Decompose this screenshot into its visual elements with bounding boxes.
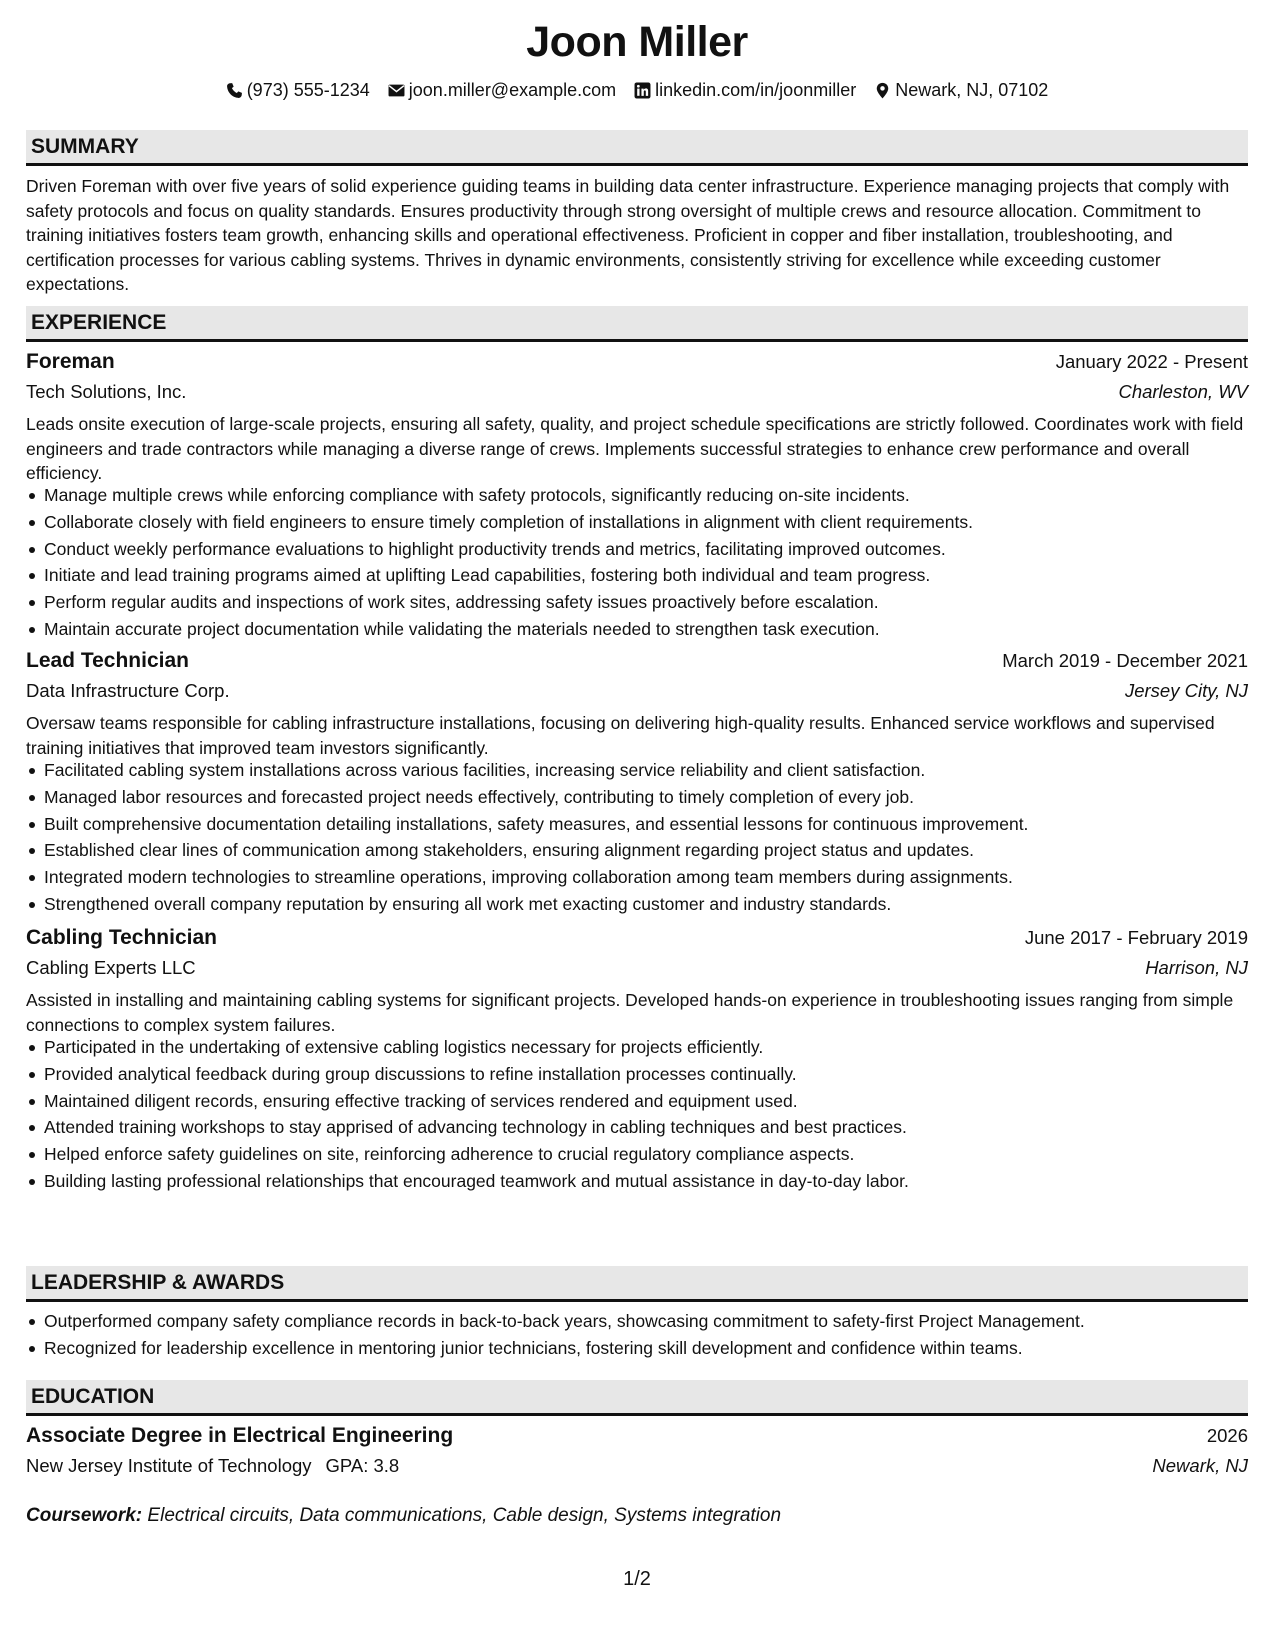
contact-phone xyxy=(226,80,370,101)
degree-title: Associate Degree in Electrical Engineering xyxy=(26,1424,454,1447)
linkedin-link[interactable]: linkedin.com/in/joonmiller xyxy=(655,80,857,100)
school-name: New Jersey Institute of Technology xyxy=(26,1455,312,1476)
envelope-icon xyxy=(388,82,405,99)
linkedin-icon xyxy=(634,82,651,99)
list-item: Managed labor resources and forecasted project needs effectively, contributing to timely completion of every job. xyxy=(26,784,1248,811)
job-location: Harrison, NJ xyxy=(1145,957,1248,978)
job-description: Leads onsite execution of large-scale projects, ensuring all safety, quality, and project schedule specifications are strictly followed. Coordinates work with field engineers and trade contractors while managing a diverse range of crews. Implements successful strategies to enhance crew performance and overall efficiency. xyxy=(26,414,1244,484)
list-item: Helped enforce safety guidelines on site, reinforcing adherence to crucial regulatory compliance aspects. xyxy=(26,1141,1248,1168)
job-location: Charleston, WV xyxy=(1118,381,1248,402)
school-location: Newark, NJ xyxy=(1152,1455,1248,1476)
list-item: Established clear lines of communication among stakeholders, ensuring alignment regarding project status and updates. xyxy=(26,837,1248,864)
coursework-label: Coursework: xyxy=(26,1505,143,1526)
map-pin-icon xyxy=(874,82,891,99)
education-header xyxy=(26,1422,1248,1450)
list-item: Collaborate closely with field engineers to ensure timely completion of installations in alignment with client requirements. xyxy=(26,509,1248,536)
list-item: Initiate and lead training programs aimed at uplifting Lead capabilities, fostering both individual and team progress. xyxy=(26,562,1248,589)
job-title: Lead Technician xyxy=(26,649,189,672)
job-title: Cabling Technician xyxy=(26,926,217,949)
list-item: Building lasting professional relationships that encouraged teamwork and mutual assistance in day-to-day labor. xyxy=(26,1168,1248,1195)
job-dates: June 2017 - February 2019 xyxy=(1024,927,1248,948)
contact-email[interactable] xyxy=(388,80,616,101)
section-header-experience: EXPERIENCE xyxy=(26,306,1248,342)
job-location: Jersey City, NJ xyxy=(1124,680,1248,701)
list-item: Maintain accurate project documentation while validating the materials needed to strengthen task execution. xyxy=(26,616,1248,643)
job-description: Oversaw teams responsible for cabling infrastructure installations, focusing on delivering high-quality results. Enhanced service workflows and supervised training initiatives that improved team investors significantly. xyxy=(26,713,1215,758)
job-title: Foreman xyxy=(26,350,115,373)
list-item: Integrated modern technologies to streamline operations, improving collaboration among team members during assignments. xyxy=(26,864,1248,891)
job-org xyxy=(26,678,1248,704)
job-dates: March 2019 - December 2021 xyxy=(1002,650,1248,671)
list-item: Built comprehensive documentation detailing installations, safety measures, and essential lessons for continuous improvement. xyxy=(26,811,1248,838)
location-text: Newark, NJ, 07102 xyxy=(895,80,1049,100)
list-item: Recognized for leadership excellence in mentoring junior technicians, fostering skill development and confidence within teams. xyxy=(26,1335,1248,1362)
section-header-summary: SUMMARY xyxy=(26,130,1248,166)
school-line xyxy=(26,1455,399,1477)
page-number: 1/2 xyxy=(623,1568,651,1590)
list-item: Attended training workshops to stay apprised of advancing technology in cabling techniques and best practices. xyxy=(26,1114,1248,1141)
email-link[interactable]: joon.miller@example.com xyxy=(408,80,617,100)
list-item: Maintained diligent records, ensuring effective tracking of services rendered and equipment used. xyxy=(26,1088,1248,1115)
job-company: Data Infrastructure Corp. xyxy=(26,680,230,701)
phone-text: (973) 555-1234 xyxy=(246,80,370,100)
section-header-education: EDUCATION xyxy=(26,1380,1248,1416)
job-dates: January 2022 - Present xyxy=(1055,351,1248,372)
job-bullets xyxy=(26,482,1248,643)
summary-text: Driven Foreman with over five years of solid experience guiding teams in building data center infrastructure. Experience managing projects that comply with safety protocols and focus on quality standards. Ensures productivity through strong oversight of multiple crews and resource allocation. Commitment to training initiatives fosters team growth, enhancing skills and operational effectiveness. Proficient in copper and fiber installation, troubleshooting, and certification processes for various cabling systems. Thrives in dynamic environments, consistently striving for excellence while exceeding customer expectations. xyxy=(26,176,1230,295)
phone-icon xyxy=(226,82,243,99)
coursework-list: Electrical circuits, Data communications, Cable design, Systems integration xyxy=(147,1505,782,1526)
education-org xyxy=(26,1453,1248,1479)
coursework xyxy=(26,1505,781,1527)
list-item: Manage multiple crews while enforcing compliance with safety protocols, significantly reducing on-site incidents. xyxy=(26,482,1248,509)
list-item: Strengthened overall company reputation by ensuring all work met exacting customer and industry standards. xyxy=(26,891,1248,918)
graduation-year: 2026 xyxy=(1206,1425,1248,1446)
list-item: Provided analytical feedback during group discussions to refine installation processes continually. xyxy=(26,1061,1248,1088)
job-description: Assisted in installing and maintaining cabling systems for significant projects. Developed hands-on experience in troubleshooting issues ranging from simple connections to complex system failures. xyxy=(26,990,1234,1035)
list-item: Participated in the undertaking of extensive cabling logistics necessary for projects efficiently. xyxy=(26,1034,1248,1061)
list-item: Perform regular audits and inspections of work sites, addressing safety issues proactively before escalation. xyxy=(26,589,1248,616)
list-item: Facilitated cabling system installations across various facilities, increasing service reliability and client satisfaction. xyxy=(26,757,1248,784)
job-org xyxy=(26,955,1248,981)
job-company: Tech Solutions, Inc. xyxy=(26,381,187,402)
job-company: Cabling Experts LLC xyxy=(26,957,196,978)
gpa-text: GPA: 3.8 xyxy=(325,1455,400,1476)
section-header-leadership: LEADERSHIP & AWARDS xyxy=(26,1266,1248,1302)
job-bullets xyxy=(26,1034,1248,1195)
list-item: Outperformed company safety compliance records in back-to-back years, showcasing commitment to safety-first Project Management. xyxy=(26,1308,1248,1335)
contact-location xyxy=(874,80,1048,101)
job-header xyxy=(26,924,1248,952)
job-header xyxy=(26,647,1248,675)
candidate-name: Joon Miller xyxy=(526,18,748,66)
leadership-bullets xyxy=(26,1308,1248,1362)
job-org xyxy=(26,379,1248,405)
contact-bar xyxy=(26,80,1248,101)
job-header xyxy=(26,348,1248,376)
job-bullets xyxy=(26,757,1248,918)
list-item: Conduct weekly performance evaluations to highlight productivity trends and metrics, facilitating improved outcomes. xyxy=(26,536,1248,563)
contact-linkedin[interactable] xyxy=(634,80,856,101)
